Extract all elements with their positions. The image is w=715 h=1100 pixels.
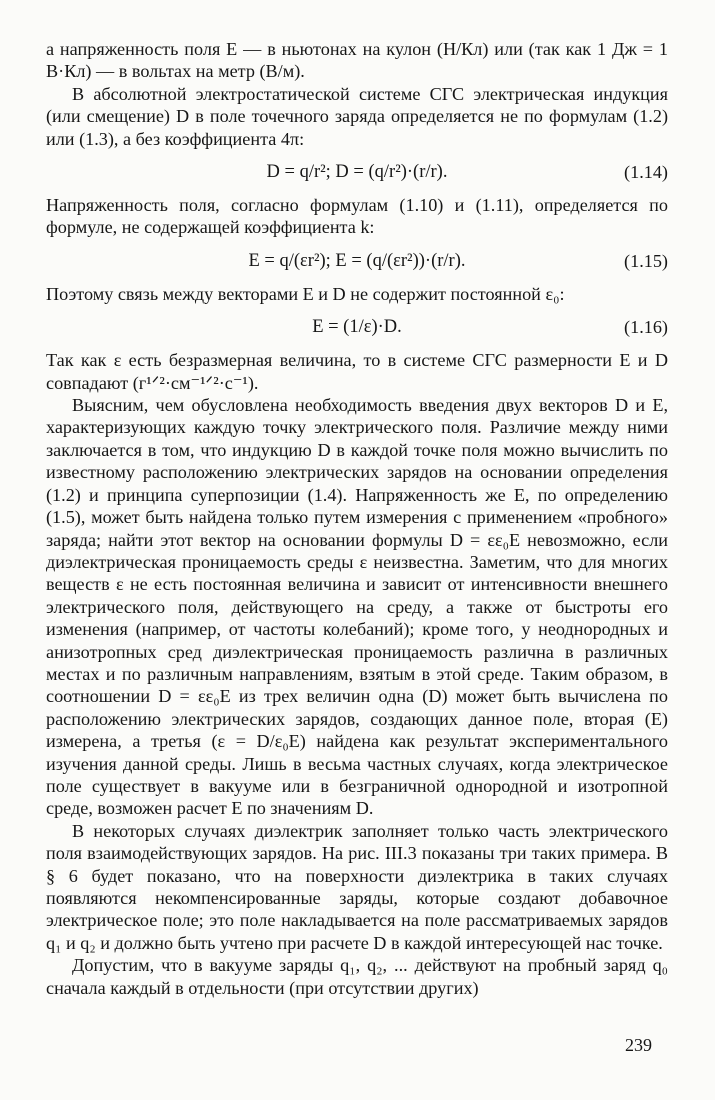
equation-formula: E = q/(εr²); E = (q/(εr²))·(r/r).	[248, 250, 466, 271]
paragraph: В абсолютной электростатической системе СГС электрическая индукция (или смещение) D в поле точечного заряда определяется не по формулам (1.2) или (1.3), а без коэффициента 4π:	[46, 83, 668, 149]
equation-number: (1.14)	[624, 162, 668, 183]
page-number: 239	[625, 1035, 652, 1055]
paragraph: а напряженность поля E — в ньютонах на кулон (Н/Кл) или (так как 1 Дж = 1 В·Кл) — в вольтах на метр (В/м).	[46, 39, 668, 82]
paragraph: Выясним, чем обусловлена необходимость введения двух векторов D и E, характеризующих каждую точку электрического поля. Различие между ними заключается в том, что индукцию D в каждой точке поля можно вычислить по известному расположению электрических зарядов на основании определения (1.2) и принципа суперпозиции (1.4). Напряженность же E, по определению (1.5), может быть найдена только путем измерения с применением «пробного» заряда; найти этот вектор на основании формулы D = εε₀E невозможно, если диэлектрическая проницаемость среды ε неизвестна. Заметим, что для многих веществ ε не есть постоянная величина и зависит от интенсивности внешнего электрического поля, действующего на среду, а также от быстроты его изменения (например, от частоты колебаний); кроме того, у неоднородных и анизотропных сред диэлектрическая проницаемость различна в различных местах и по различным направлениям, взятым в этой среде. Таким образом, в соотношении D = εε₀E из трех величин одна (D) может быть вычислена по расположению электрических зарядов, создающих данное поле, вторая (E) измерена, а третья (ε = D/ε₀E) найдена как результат экспериментального изучения данной среды. Лишь в весьма частных случаях, когда электрическое поле существует в вакууме или в безграничной однородной и изотропной среде, возможен расчет E по значениям D.	[46, 395, 668, 819]
equation-number: (1.15)	[624, 250, 668, 271]
paragraph: В некоторых случаях диэлектрик заполняет только часть электрического поля взаимодействующих зарядов. На рис. III.3 показаны три таких примера. В § 6 будет показано, что на поверхности диэлектрика в таких случаях появляются некомпенсированные заряды, которые создают добавочное электрическое поле; это поле накладывается на поле рассматриваемых зарядов q₁ и q₂ и должно быть учтено при расчете D в каждой интересующей нас точке.	[46, 820, 668, 953]
equation-1-14	[46, 150, 668, 194]
equation-number: (1.16)	[624, 317, 668, 338]
page-text	[46, 38, 668, 999]
equation-1-16	[46, 305, 668, 349]
paragraph: Напряженность поля, согласно формулам (1.10) и (1.11), определяется по формуле, не содержащей коэффициента k:	[46, 195, 668, 238]
paragraph: Поэтому связь между векторами E и D не содержит постоянной ε₀:	[46, 283, 565, 304]
equation-formula: E = (1/ε)·D.	[312, 317, 402, 338]
equation-1-15	[46, 239, 668, 283]
paragraph: Так как ε есть безразмерная величина, то в системе СГС размерности E и D совпадают (г¹ᐟ²·см⁻¹ᐟ²·с⁻¹).	[46, 350, 668, 393]
paragraph: Допустим, что в вакууме заряды q₁, q₂, ... действуют на пробный заряд q₀ сначала каждый в отдельности (при отсутствии других)	[46, 955, 668, 998]
equation-formula: D = q/r²; D = (q/r²)·(r/r).	[266, 162, 448, 183]
